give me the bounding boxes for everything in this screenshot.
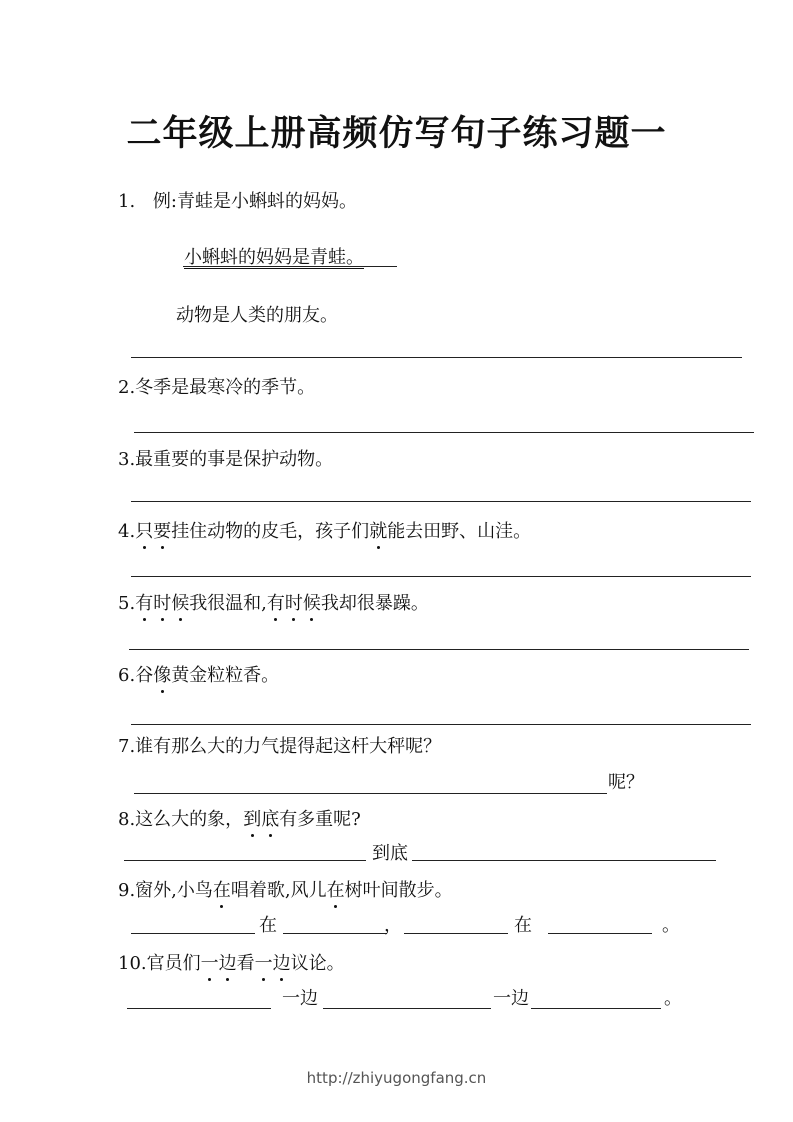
emphasis-char: 要	[153, 521, 172, 542]
emphasis-char: 一	[200, 953, 219, 974]
emphasis-char: 边	[218, 953, 237, 974]
question-9-period: 。	[662, 915, 680, 936]
emphasis-char: 有	[266, 593, 285, 614]
question-9-comma: ，	[384, 915, 402, 936]
answer-line-10c[interactable]	[531, 1008, 661, 1009]
emphasis-char: 只	[135, 521, 154, 542]
question-4-number: 4.	[118, 521, 136, 542]
answer-line-9d[interactable]	[548, 933, 652, 934]
question-7-suffix: 呢？	[608, 772, 644, 793]
worksheet-title: 二年级上册高频仿写句子练习题一	[126, 114, 667, 154]
question-8	[118, 808, 361, 832]
question-4-text: 挂住动物的皮毛，孩子们	[171, 521, 370, 542]
question-4	[118, 520, 531, 544]
example-answer-text: 小蝌蚪的妈妈是青蛙。	[184, 247, 364, 268]
example-answer-underline	[183, 266, 397, 267]
question-1-number: 1.	[118, 191, 136, 212]
emphasis-char: 一	[254, 953, 273, 974]
question-8-text-end: 有多重呢?	[279, 809, 361, 830]
emphasis-char: 时	[284, 593, 303, 614]
question-10-text-start: 10.官员们	[118, 953, 201, 974]
emphasis-char: 到	[243, 809, 262, 830]
question-10-fill-word-2: 一边	[493, 988, 529, 1009]
answer-line-2[interactable]	[134, 432, 754, 433]
emphasis-char: 像	[153, 665, 172, 686]
question-10-text-end: 议论。	[290, 953, 345, 974]
answer-line-5[interactable]	[129, 649, 749, 650]
question-8-fill-word: 到底	[372, 843, 408, 864]
answer-line-8b[interactable]	[412, 860, 716, 861]
question-6-text-start: 谷	[135, 665, 154, 686]
answer-line-10a[interactable]	[127, 1008, 271, 1009]
answer-line-6[interactable]	[131, 724, 751, 725]
question-8-text-start: 8.这么大的象，	[118, 809, 244, 830]
emphasis-char: 候	[302, 593, 321, 614]
answer-line-3[interactable]	[131, 501, 751, 502]
emphasis-char: 在	[326, 880, 345, 901]
emphasis-char: 底	[261, 809, 280, 830]
question-2: 2.冬季是最寒冷的季节。	[118, 377, 316, 398]
question-6	[118, 664, 279, 688]
emphasis-char: 候	[171, 593, 190, 614]
question-5-text-end: 我却很暴躁。	[320, 593, 429, 614]
answer-line-1[interactable]	[131, 357, 742, 358]
answer-line-9c[interactable]	[404, 933, 508, 934]
question-9-text-mid: 唱着歌,风儿	[230, 880, 327, 901]
question-1	[118, 190, 357, 214]
footer-url[interactable]: http://zhiyugongfang.cn	[306, 1069, 487, 1087]
question-5-number: 5.	[118, 593, 136, 614]
question-7: 7.谁有那么大的力气提得起这杆大秤呢？	[118, 736, 442, 757]
answer-line-8a[interactable]	[124, 860, 366, 861]
answer-line-10b[interactable]	[323, 1008, 491, 1009]
answer-line-4[interactable]	[131, 576, 751, 577]
question-10	[118, 952, 345, 976]
emphasis-char: 边	[272, 953, 291, 974]
emphasis-char: 在	[212, 880, 231, 901]
answer-line-7[interactable]	[134, 793, 607, 794]
question-9-text-end: 树叶间散步。	[344, 880, 453, 901]
question-9	[118, 879, 453, 903]
question-6-text-end: 黄金粒粒香。	[171, 665, 280, 686]
answer-line-9a[interactable]	[131, 933, 255, 934]
question-6-number: 6.	[118, 665, 136, 686]
question-10-period: 。	[664, 988, 682, 1009]
emphasis-char: 有	[135, 593, 154, 614]
emphasis-char: 时	[153, 593, 172, 614]
emphasis-char: 就	[369, 521, 388, 542]
question-10-fill-word-1: 一边	[282, 988, 318, 1009]
question-1-example: 例:青蛙是小蝌蚪的妈妈。	[152, 191, 357, 212]
question-5	[118, 592, 429, 616]
question-9-text-start: 9.窗外,小鸟	[118, 880, 213, 901]
question-1-prompt: 动物是人类的朋友。	[176, 305, 338, 326]
question-9-fill-word-2: 在	[514, 915, 532, 936]
question-9-fill-word-1: 在	[259, 915, 277, 936]
question-10-text-mid: 看	[236, 953, 255, 974]
question-3: 3.最重要的事是保护动物。	[118, 449, 334, 470]
answer-line-9b[interactable]	[283, 933, 387, 934]
question-4-text-end: 能去田野、山洼。	[387, 521, 532, 542]
question-5-text: 我很温和,	[189, 593, 267, 614]
